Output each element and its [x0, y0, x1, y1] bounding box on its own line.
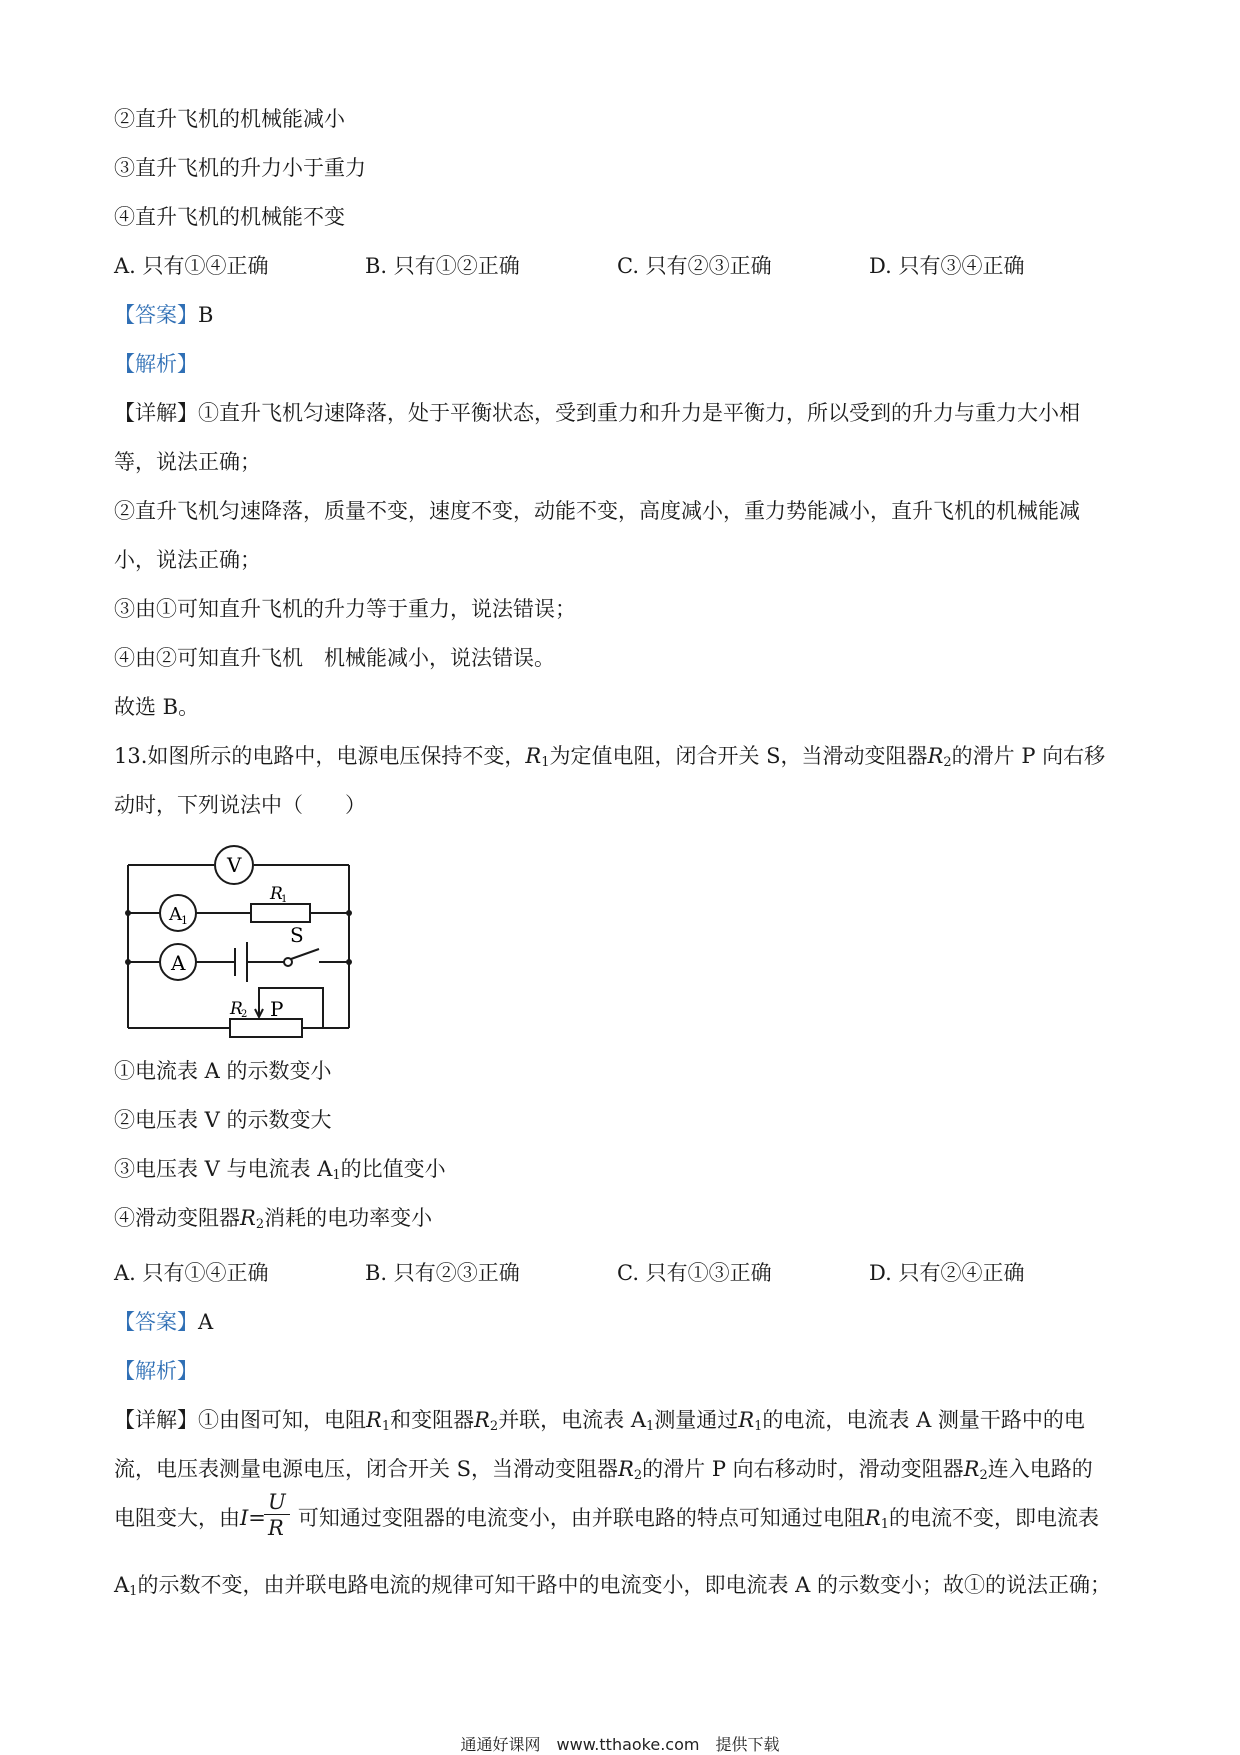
- q13-detail-line-2: 流，电压表测量电源电压，闭合开关 S，当滑动变阻器R2的滑片 P 向右移动时，滑动变阻器R2连入电路的: [114, 1457, 1093, 1483]
- q12-conclusion: 故选 B。: [114, 695, 200, 719]
- detail-tag: 【详解】: [114, 1408, 198, 1432]
- answer-tag: 【答案】: [114, 1310, 198, 1334]
- label-a1: A: [169, 904, 182, 925]
- q12-option-c: C. 只有②③正确: [617, 254, 772, 278]
- page-footer: 通通好课网 www.tthaoke.com 提供下载: [460, 1735, 780, 1754]
- detail-tag: 【详解】: [114, 401, 198, 425]
- q13-item-2: ②电压表 V 的示数变大: [114, 1108, 332, 1132]
- label-r2: R: [230, 999, 243, 1019]
- q12-answer-line: [114, 302, 213, 328]
- q12-detail-line: 【详解】①直升飞机匀速降落，处于平衡状态，受到重力和升力是平衡力，所以受到的升力与重力大小相: [114, 401, 1080, 425]
- q12-item-3: ③直升飞机的升力小于重力: [114, 156, 366, 180]
- q12-item-4: ④直升飞机的机械能不变: [114, 205, 345, 229]
- fraction-bar: [264, 1514, 290, 1515]
- q13-stem-line-1: 13.如图所示的电路中，电源电压保持不变，R1为定值电阻，闭合开关 S，当滑动变阻器R2的滑片 P 向右移: [114, 744, 1106, 770]
- answer-tag: 【答案】: [114, 303, 198, 327]
- q13-item-3: ③电压表 V 与电流表 A1的比值变小: [114, 1157, 446, 1183]
- q12-analysis-tag: 【解析】: [114, 352, 198, 376]
- switch-contact: [284, 958, 292, 966]
- q13-analysis-tag: 【解析】: [114, 1359, 198, 1383]
- q13-item-4: ④滑动变阻器R2消耗的电功率变小: [114, 1206, 433, 1232]
- resistor-r1: [251, 904, 310, 922]
- label-a1-sub: 1: [181, 914, 188, 927]
- label-r1-sub: 1: [281, 894, 288, 905]
- q12-option-d: D. 只有③④正确: [869, 254, 1025, 278]
- circuit-diagram: [120, 838, 370, 1038]
- label-p: P: [270, 997, 284, 1021]
- fraction-numerator: U: [268, 1490, 286, 1514]
- q13-answer-line: [114, 1309, 213, 1335]
- label-a: A: [171, 951, 186, 975]
- label-r1: R: [270, 884, 283, 904]
- q13-detail-line-3: 电阻变大，由I= 可知通过变阻器的电流变小，由并联电路的特点可知通过电阻R1的电流不变，即电流表: [114, 1506, 1099, 1532]
- fraction-denominator: R: [268, 1516, 284, 1540]
- q12-option-b: B. 只有①②正确: [365, 254, 520, 278]
- q13-option-a: A. 只有①④正确: [114, 1261, 269, 1285]
- answer-value: A: [198, 1310, 214, 1334]
- q13-detail-line-1: 【详解】①由图可知，电阻R1和变阻器R2并联，电流表 A1测量通过R1的电流，电流表 A 测量干路中的电: [114, 1408, 1085, 1434]
- q13-option-c: C. 只有①③正确: [617, 1261, 772, 1285]
- q12-detail-line: ③由①可知直升飞机的升力等于重力，说法错误；: [114, 597, 576, 621]
- q13-option-b: B. 只有②③正确: [365, 1261, 520, 1285]
- q13-item-1: ①电流表 A 的示数变小: [114, 1059, 332, 1083]
- q12-detail-line: ④由②可知直升飞机 机械能减小，说法错误。: [114, 646, 555, 670]
- label-v: V: [227, 853, 242, 877]
- q12-detail-line: ②直升飞机匀速降落，质量不变，速度不变，动能不变，高度减小，重力势能减小，直升飞机的机械能减: [114, 499, 1080, 523]
- q12-item-2: ②直升飞机的机械能减小: [114, 107, 345, 131]
- label-r2-sub: 2: [241, 1009, 248, 1020]
- q12-option-a: A. 只有①④正确: [114, 254, 269, 278]
- q13-stem-line-2: 动时，下列说法中（ ）: [114, 793, 366, 817]
- label-s: S: [290, 923, 304, 947]
- q13-option-d: D. 只有②④正确: [869, 1261, 1025, 1285]
- resistor-r2: [230, 1019, 302, 1037]
- q12-detail-line: 小，说法正确；: [114, 548, 261, 572]
- switch-lever: [291, 949, 319, 959]
- answer-value: B: [198, 303, 214, 327]
- q13-detail-line-4: A1的示数不变，由并联电路电流的规律可知干路中的电流变小，即电流表 A 的示数变小；故①的说法正确；: [114, 1573, 1111, 1599]
- q12-detail-line: 等，说法正确；: [114, 450, 261, 474]
